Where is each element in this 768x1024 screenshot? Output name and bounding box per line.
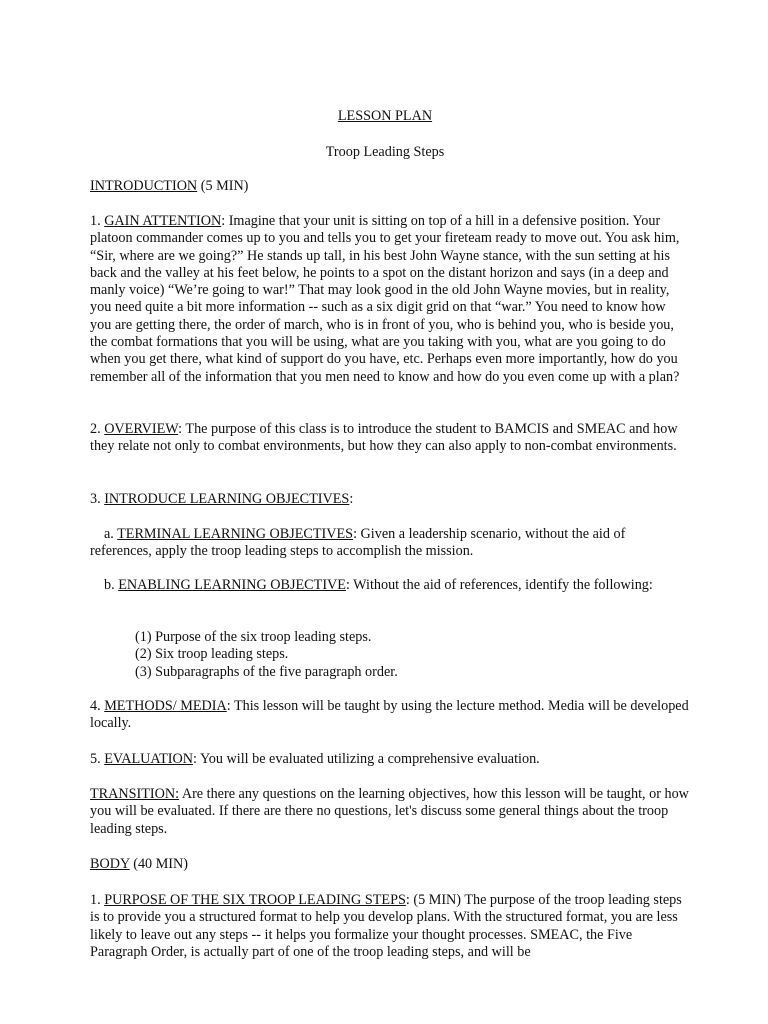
gain-attention-label: GAIN ATTENTION — [104, 213, 222, 229]
overview-paragraph — [90, 421, 690, 456]
item-number: 1. — [90, 892, 105, 908]
introduction-heading — [90, 178, 690, 195]
overview-text: : The purpose of this class is to introduce the student to BAMCIS and SMEAC and how they relate not only to combat environments, but how they can also apply to non-combat environments. — [90, 421, 678, 455]
item-number: 4. — [90, 698, 105, 714]
introduction-label: INTRODUCTION — [90, 178, 198, 194]
objectives-paragraph — [90, 491, 690, 508]
item-number: 2. — [90, 421, 105, 437]
introduction-time: (5 MIN) — [197, 178, 249, 194]
item-letter: a. — [104, 526, 118, 542]
terminal-objectives-label: TERMINAL LEARNING OBJECTIVES — [117, 526, 354, 542]
purpose-paragraph — [90, 892, 690, 961]
terminal-objectives-paragraph — [90, 526, 690, 561]
body-time: (40 MIN) — [129, 856, 189, 872]
document-title: LESSON PLAN — [337, 108, 433, 124]
enabling-objective-list — [135, 629, 685, 681]
body-heading — [90, 856, 690, 873]
transition-label: TRANSITION: — [90, 786, 180, 802]
transition-text: Are there any questions on the learning objectives, how this lesson will be taught, or how you will be evaluated. If there are there no questions, let's discuss some general things about the troop leading steps. — [90, 786, 689, 837]
body-label: BODY — [90, 856, 130, 872]
item-letter: b. — [104, 577, 119, 593]
gain-attention-paragraph — [90, 213, 690, 386]
purpose-text: : (5 MIN) The purpose of the troop leading steps is to provide you a structured format to help you develop plans. With the structured format, you are less likely to leave out any steps -- it helps you formalize your thought processes. SMEAC, the Five Paragraph Order, is actually part of one of the troop leading steps, and will be — [90, 892, 682, 960]
enabling-objective-label: ENABLING LEARNING OBJECTIVE — [118, 577, 346, 593]
list-item: (3) Subparagraphs of the five paragraph order. — [135, 663, 398, 680]
transition-paragraph — [90, 786, 690, 838]
methods-text: : This lesson will be taught by using the lecture method. Media will be developed locally. — [90, 698, 689, 732]
objectives-text: : — [349, 491, 354, 507]
item-number: 1. — [90, 213, 105, 229]
evaluation-text: : You will be evaluated utilizing a comprehensive evaluation. — [192, 751, 540, 767]
enabling-objective-text: : Without the aid of references, identify the following: — [345, 577, 653, 593]
document-subtitle: Troop Leading Steps — [325, 144, 445, 160]
item-number: 5. — [90, 751, 105, 767]
purpose-label: PURPOSE OF THE SIX TROOP LEADING STEPS — [104, 892, 406, 908]
terminal-objectives-text: : Given a leadership scenario, without the aid of references, apply the troop leading steps to accomplish the mission. — [90, 526, 626, 560]
methods-paragraph — [90, 698, 690, 733]
gain-attention-text: : Imagine that your unit is sitting on top of a hill in a defensive position. Your platoon commander comes up to you and tells you to get your fireteam ready to move out. You ask him, “Sir, where are we going?” He stands up tall, in his best John Wayne stance, with the sun setting at his back and the valley at his feet below, he points to a spot on the distant horizon and says (in a deep and manly voice) “We’re going to war!” That may look good in the old John Wayne movies, but in reality, you need quite a bit more information -- such as a six digit grid on that “war.” You need to know how you are getting there, the order of march, who is in front of you, who is behind you, who is beside you, the combat formations that you will be using, what are you taking with you, what are you going to do when you get there, what kind of support do you have, etc. Perhaps even more importantly, how do you remember all of the information that you men need to know and how do you even come up with a plan? — [90, 213, 680, 385]
methods-label: METHODS/ MEDIA — [104, 698, 227, 714]
evaluation-label: EVALUATION — [104, 751, 193, 767]
evaluation-paragraph — [90, 751, 690, 768]
item-number: 3. — [90, 491, 105, 507]
objectives-label: INTRODUCE LEARNING OBJECTIVES — [104, 491, 350, 507]
overview-label: OVERVIEW — [104, 421, 179, 437]
list-item: (2) Six troop leading steps. — [135, 646, 289, 663]
list-item: (1) Purpose of the six troop leading steps. — [135, 629, 372, 645]
enabling-objective-paragraph — [90, 577, 690, 594]
